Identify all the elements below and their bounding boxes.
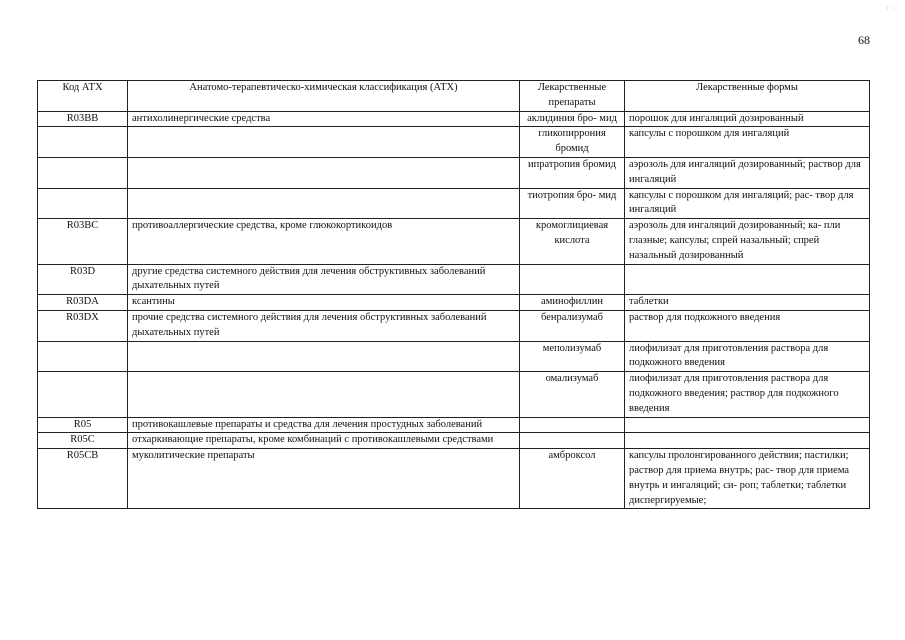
forms-cell: капсулы пролонгированного действия; пастилки; раствор для приема внутрь; рас- твор для приема внутрь и ингаляций; си- роп; таблетки; таблетки диспергируемые; (625, 449, 870, 509)
table-row (38, 433, 870, 449)
atc-code-cell: R03BB (38, 111, 128, 127)
table-row (38, 219, 870, 264)
forms-cell: раствор для подкожного введения (625, 310, 870, 341)
atc-code-cell (38, 188, 128, 219)
drug-cell: ипратропия бромид (520, 157, 625, 188)
classification-cell: ксантины (128, 295, 520, 311)
drug-cell: гликопиррония бромид (520, 127, 625, 158)
table-row (38, 157, 870, 188)
drug-cell (520, 264, 625, 295)
header-drugs: Лекарственные препараты (520, 81, 625, 112)
table-row (38, 111, 870, 127)
table-row (38, 372, 870, 417)
classification-cell (128, 372, 520, 417)
classification-cell: муколитические препараты (128, 449, 520, 509)
forms-cell: порошок для ингаляций дозированный (625, 111, 870, 127)
atc-code-cell (38, 341, 128, 372)
drug-cell: аклидиния бро- мид (520, 111, 625, 127)
table-row (38, 341, 870, 372)
classification-cell: отхаркивающие препараты, кроме комбинаций с противокашлевыми средствами (128, 433, 520, 449)
classification-cell: другие средства системного действия для лечения обструктивных заболеваний дыхательных путей (128, 264, 520, 295)
atc-code-cell: R03DX (38, 310, 128, 341)
drug-cell: меполизумаб (520, 341, 625, 372)
forms-cell: таблетки (625, 295, 870, 311)
classification-cell (128, 188, 520, 219)
atc-code-cell: R05 (38, 417, 128, 433)
forms-cell: аэрозоль для ингаляций дозированный; ка- пли глазные; капсулы; спрей назальный; спрей назальный дозированный (625, 219, 870, 264)
table-row (38, 264, 870, 295)
table-row (38, 127, 870, 158)
drug-cell: тиотропия бро- мид (520, 188, 625, 219)
drug-cell: омализумаб (520, 372, 625, 417)
classification-cell: противоаллергические средства, кроме глюкокортикоидов (128, 219, 520, 264)
classification-cell: антихолинергические средства (128, 111, 520, 127)
classification-cell (128, 127, 520, 158)
atc-code-cell (38, 157, 128, 188)
forms-cell (625, 433, 870, 449)
atc-table (37, 80, 870, 509)
corner-mark: · · (886, 4, 897, 13)
atc-code-cell: R03D (38, 264, 128, 295)
table-row (38, 310, 870, 341)
forms-cell: капсулы с порошком для ингаляций (625, 127, 870, 158)
atc-code-cell: R05CB (38, 449, 128, 509)
drug-cell: бенрализумаб (520, 310, 625, 341)
header-forms: Лекарственные формы (625, 81, 870, 112)
drug-cell (520, 433, 625, 449)
header-code: Код АТХ (38, 81, 128, 112)
table-row (38, 449, 870, 509)
atc-code-cell: R05C (38, 433, 128, 449)
table-row (38, 417, 870, 433)
forms-cell: лиофилизат для приготовления раствора для подкожного введения; раствор для подкожного введения (625, 372, 870, 417)
drug-cell: кромоглициевая кислота (520, 219, 625, 264)
table-row (38, 188, 870, 219)
classification-cell: противокашлевые препараты и средства для лечения простудных заболеваний (128, 417, 520, 433)
forms-cell: аэрозоль для ингаляций дозированный; раствор для ингаляций (625, 157, 870, 188)
classification-cell (128, 157, 520, 188)
atc-code-cell (38, 372, 128, 417)
classification-cell: прочие средства системного действия для лечения обструктивных заболеваний дыхательных путей (128, 310, 520, 341)
atc-code-cell (38, 127, 128, 158)
table-row (38, 295, 870, 311)
atc-code-cell: R03BC (38, 219, 128, 264)
drug-cell: амброксол (520, 449, 625, 509)
page-number: 68 (858, 33, 870, 47)
forms-cell (625, 417, 870, 433)
header-classification: Анатомо-терапевтическо-химическая классификация (АТХ) (128, 81, 520, 112)
forms-cell (625, 264, 870, 295)
drug-cell (520, 417, 625, 433)
forms-cell: капсулы с порошком для ингаляций; рас- твор для ингаляций (625, 188, 870, 219)
classification-cell (128, 341, 520, 372)
atc-code-cell: R03DA (38, 295, 128, 311)
forms-cell: лиофилизат для приготовления раствора для подкожного введения (625, 341, 870, 372)
drug-cell: аминофиллин (520, 295, 625, 311)
table-header-row (38, 81, 870, 112)
